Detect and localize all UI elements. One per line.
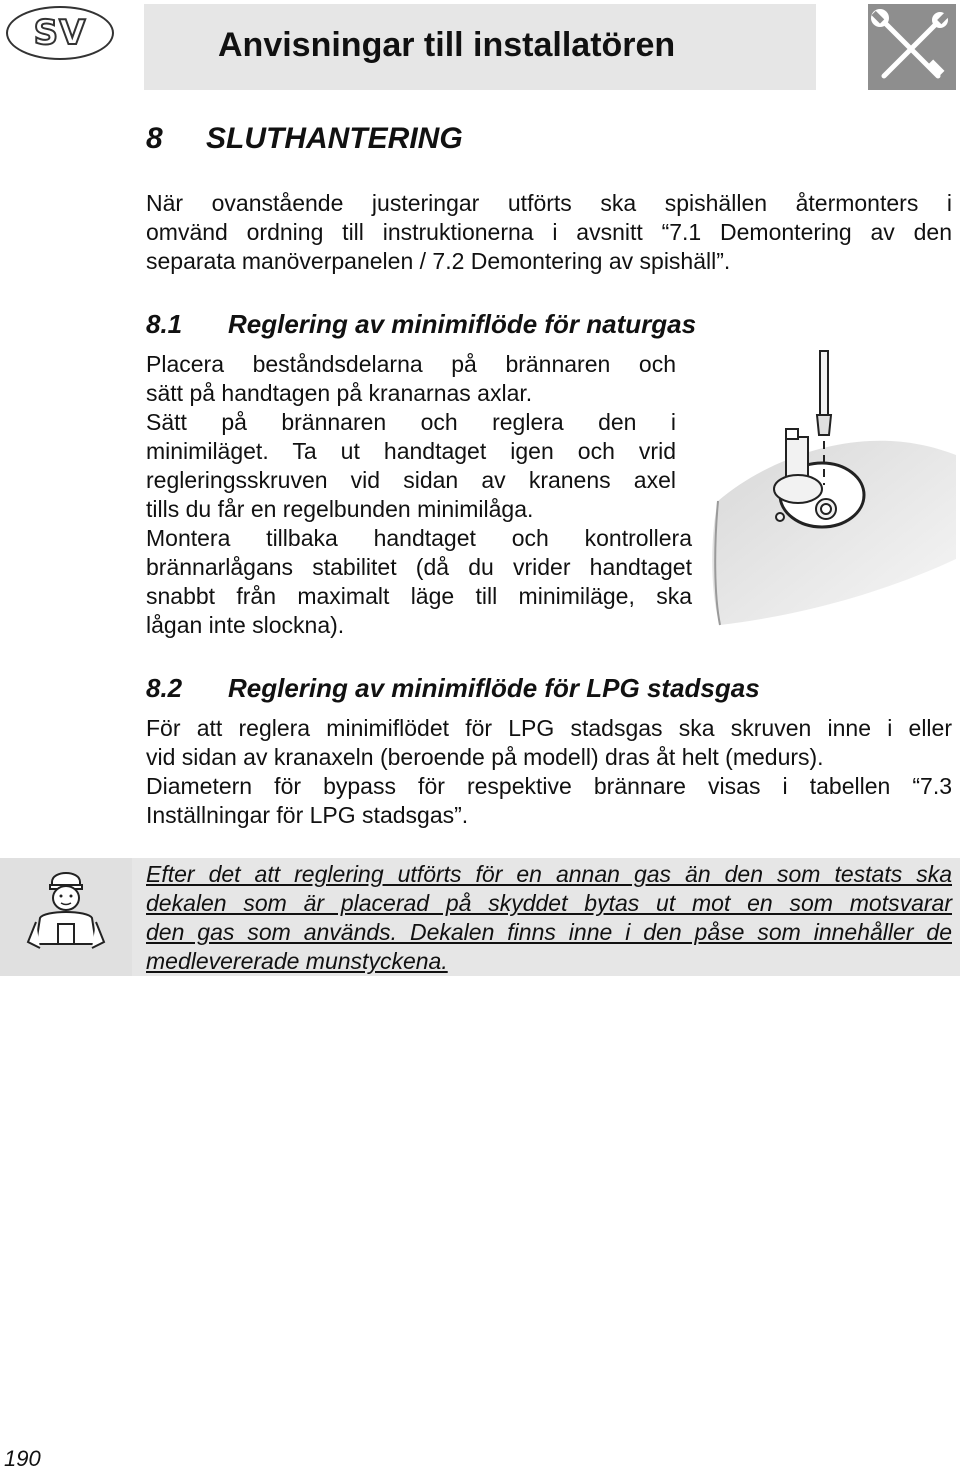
technician-icon — [0, 858, 132, 976]
paragraph-line: Inställningar för LPG stadsgas”. — [146, 802, 469, 828]
page-title: Anvisningar till installatören — [218, 26, 676, 64]
language-code: SV — [33, 13, 87, 53]
paragraph-line: Diametern för bypass för respektive brännare visas i tabellen “7.3 — [146, 773, 952, 799]
section-heading-8-2 — [146, 673, 760, 704]
section-number: 8.2 — [146, 673, 183, 703]
paragraph-line: När ovanstående justeringar utförts ska spishällen återmonters i — [146, 190, 952, 216]
section-title: SLUTHANTERING — [206, 122, 463, 155]
paragraph-line: Sätt på brännaren och reglera den i — [146, 409, 676, 435]
section-heading-8 — [146, 122, 463, 156]
note-line: den gas som används. Dekalen finns inne i den påse som innehåller de — [146, 919, 952, 945]
note-line: Efter det att reglering utförts för en annan gas än den som testats ska — [146, 861, 952, 887]
paragraph-line: Montera tillbaka handtaget och kontrollera — [146, 525, 692, 551]
section-number: 8.1 — [146, 309, 183, 339]
paragraph-line: Placera beståndsdelarna på brännaren och — [146, 351, 676, 377]
section-number: 8 — [146, 122, 163, 155]
paragraph-line: sätt på handtagen på kranarnas axlar. — [146, 380, 533, 406]
note-line: dekalen som är placerad på skyddet bytas ut mot en som motsvarar — [146, 890, 952, 916]
paragraph-line: tills du får en regelbunden minimilåga. — [146, 496, 534, 522]
paragraph-line: snabbt från maximalt läge till minimiläge, ska — [146, 583, 692, 609]
section-title: Reglering av minimiflöde för LPG stadsgas — [228, 673, 760, 703]
section-heading-8-1 — [146, 309, 696, 340]
paragraph-line: omvänd ordning till instruktionerna i avsnitt “7.1 Demontering av den — [146, 219, 952, 245]
paragraph-line: För att reglera minimiflödet för LPG stadsgas ska skruven inne i eller — [146, 715, 952, 741]
paragraph-line: vid sidan av kranaxeln (beroende på modell) dras åt helt (medurs). — [146, 744, 824, 770]
tools-icon — [868, 4, 956, 90]
note-line: medlevererade munstyckena. — [146, 948, 448, 974]
section-title: Reglering av minimiflöde för naturgas — [228, 309, 697, 339]
language-badge — [6, 6, 114, 60]
paragraph-line: lågan inte slockna). — [146, 612, 345, 638]
paragraph-line: separata manöverpanelen / 7.2 Demontering av spishäll”. — [146, 248, 731, 274]
page-number: 190 — [4, 1446, 41, 1471]
paragraph-line: brännarlågans stabilitet (då du vrider handtaget — [146, 554, 692, 580]
paragraph-line: minimiläget. Ta ut handtaget igen och vrid — [146, 438, 676, 464]
burner-adjustment-illustration — [700, 345, 956, 627]
paragraph-line: regleringsskruven vid sidan av kranens axel — [146, 467, 676, 493]
